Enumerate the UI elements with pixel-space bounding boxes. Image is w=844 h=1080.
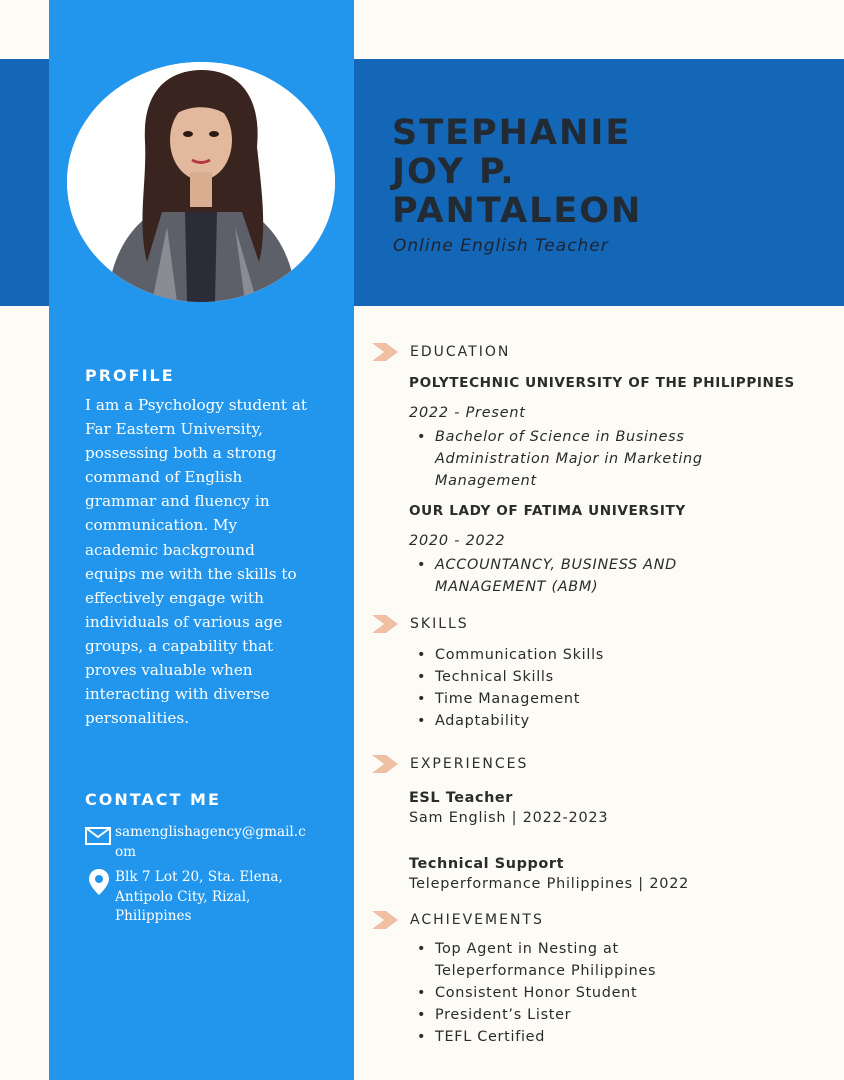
experience-item xyxy=(409,790,608,826)
experience-detail: Teleperformance Philippines | 2022 xyxy=(409,876,690,892)
experience-role: ESL Teacher xyxy=(409,790,513,806)
list-item: • Bachelor of Science in Business Administration Major in Marketing Management xyxy=(409,426,749,492)
education-details-list xyxy=(409,426,749,492)
list-item: • Adaptability xyxy=(409,710,789,732)
contact-address xyxy=(85,868,310,927)
chevron-right-icon xyxy=(372,755,398,773)
list-item: • TEFL Certified xyxy=(409,1026,709,1048)
chevron-right-icon xyxy=(372,911,398,929)
experiences-heading xyxy=(372,755,528,773)
chevron-right-icon xyxy=(372,343,398,361)
education-heading xyxy=(372,343,510,361)
location-pin-icon xyxy=(85,868,115,927)
list-item: • President’s Lister xyxy=(409,1004,709,1026)
profile-text: I am a Psychology student at Far Eastern University, possessing both a strong command of English grammar and fluency in communication. My academic background equips me with the skills to effectively engage with individuals of various age groups, a capability that proves valuable when interacting with diverse personalities. xyxy=(85,396,307,728)
list-item: • Consistent Honor Student xyxy=(409,982,709,1004)
achievements-heading-label: ACHIEVEMENTS xyxy=(410,912,544,928)
contact-heading: CONTACT ME xyxy=(85,790,221,809)
education-details-list xyxy=(409,554,729,598)
envelope-icon xyxy=(85,823,115,862)
profile-heading: PROFILE xyxy=(85,366,175,385)
school-years: 2022 - Present xyxy=(409,405,526,421)
list-item: • Time Management xyxy=(409,688,789,710)
experience-detail: Sam English | 2022-2023 xyxy=(409,810,609,826)
list-item: • Top Agent in Nesting at Teleperformance Philippines xyxy=(409,938,709,982)
experiences-heading-label: EXPERIENCES xyxy=(410,756,529,772)
profile-photo xyxy=(67,62,335,302)
name-line-1: STEPHANIE xyxy=(392,113,632,153)
email-text: samenglishagency@gmail.com xyxy=(115,824,306,860)
experience-role: Technical Support xyxy=(409,856,565,872)
name-line-2: JOY P. xyxy=(392,152,516,192)
experience-item xyxy=(409,856,689,892)
school-years: 2020 - 2022 xyxy=(409,533,506,549)
list-item: • ACCOUNTANCY, BUSINESS AND MANAGEMENT (ABM) xyxy=(409,554,729,598)
list-item: • Technical Skills xyxy=(409,666,789,688)
contact-email xyxy=(85,823,310,862)
list-item: • Communication Skills xyxy=(409,644,789,666)
chevron-right-icon xyxy=(372,615,398,633)
name-line-3: PANTALEON xyxy=(392,191,643,231)
skills-heading xyxy=(372,615,469,633)
skills-list xyxy=(409,644,789,732)
achievements-list xyxy=(409,938,709,1048)
skills-heading-label: SKILLS xyxy=(410,616,469,632)
school-name: POLYTECHNIC UNIVERSITY OF THE PHILIPPINES xyxy=(409,375,795,391)
candidate-name xyxy=(392,114,832,231)
achievements-heading xyxy=(372,911,544,929)
job-title: Online English Teacher xyxy=(393,236,609,256)
address-text: Blk 7 Lot 20, Sta. Elena, Antipolo City, Rizal, Philippines xyxy=(115,869,283,924)
school-name: OUR LADY OF FATIMA UNIVERSITY xyxy=(409,503,686,519)
education-heading-label: EDUCATION xyxy=(410,344,511,360)
